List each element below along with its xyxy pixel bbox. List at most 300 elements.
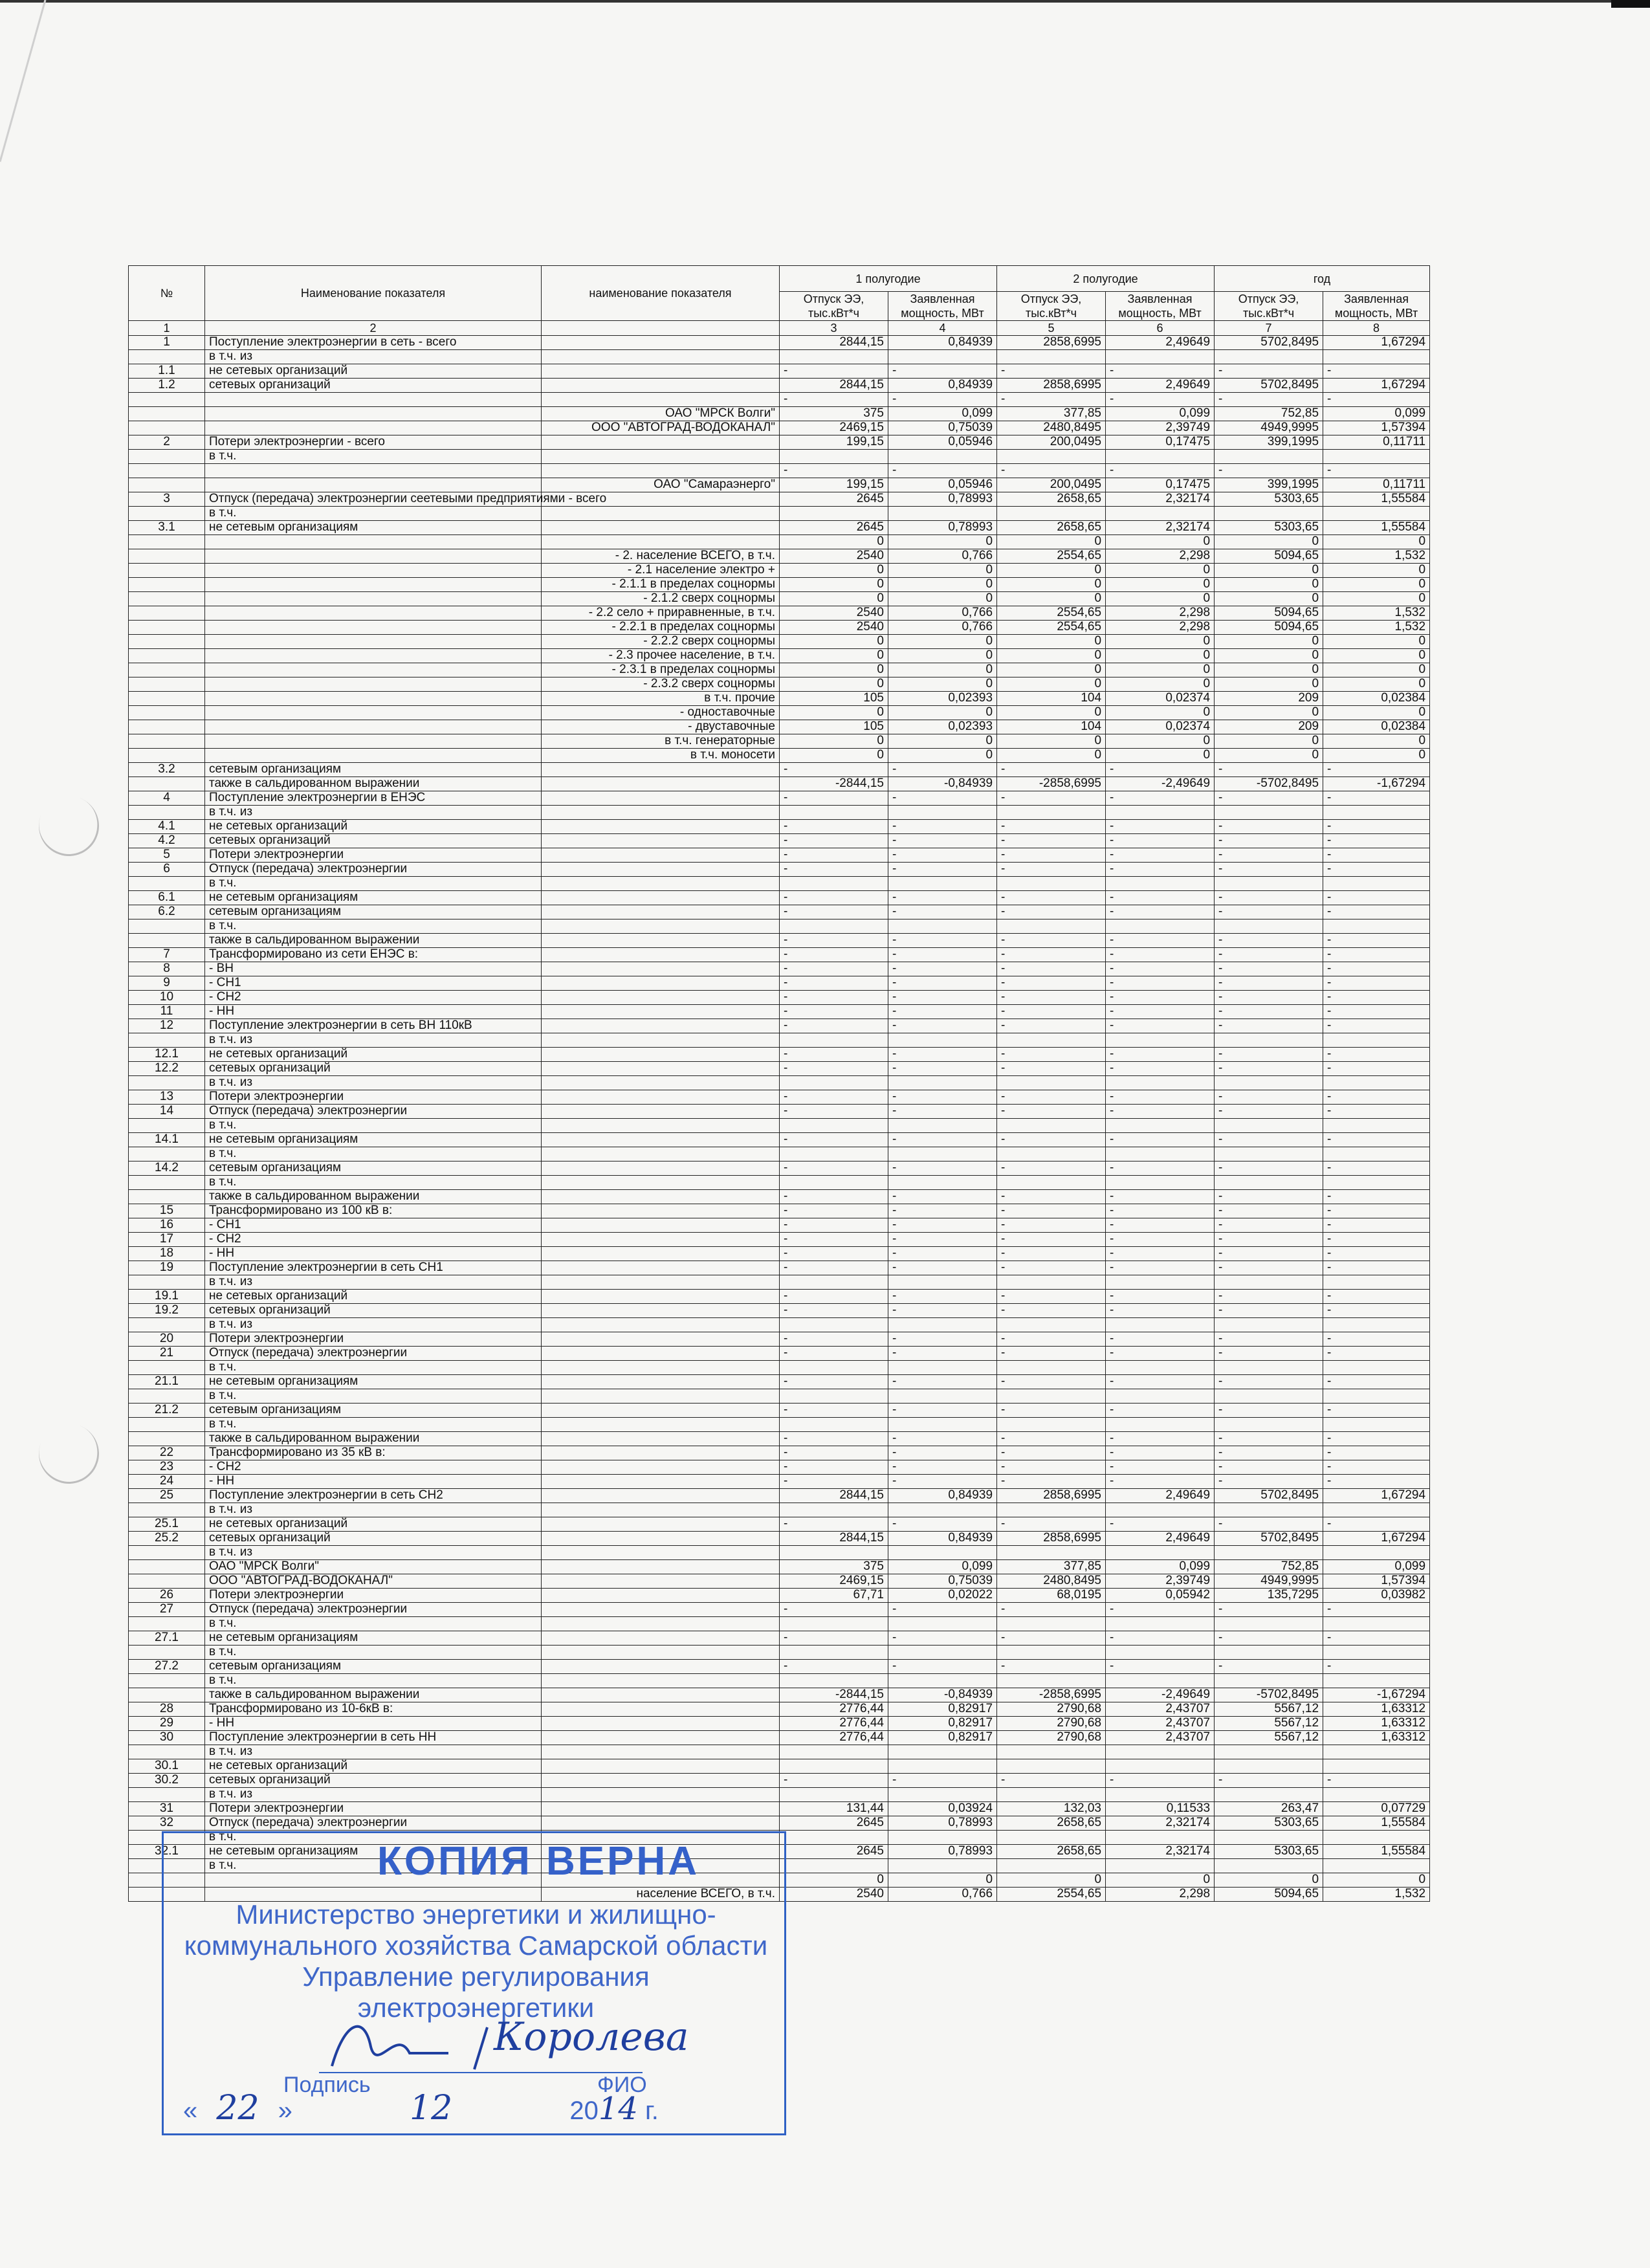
value-cell: -: [888, 1475, 997, 1489]
value-cell: [888, 507, 997, 521]
indicator-subname: [542, 1745, 780, 1759]
value-cell: 0: [780, 578, 888, 592]
value-cell: [1106, 1831, 1215, 1845]
value-cell: [1106, 1389, 1215, 1404]
value-cell: 0: [780, 663, 888, 677]
value-cell: [780, 1674, 888, 1688]
value-cell: -: [1215, 464, 1323, 478]
indicator-subname: - 2.3.1 в пределах соцнормы: [542, 663, 780, 677]
value-cell: 199,15: [780, 435, 888, 450]
indicator-subname: [542, 350, 780, 364]
indicator-subname: [542, 891, 780, 905]
value-cell: [780, 1788, 888, 1802]
row-number: 1.2: [129, 379, 205, 393]
value-cell: -: [1106, 891, 1215, 905]
row-number: 14.1: [129, 1133, 205, 1147]
indicator-name: не сетевых организаций: [205, 364, 542, 379]
value-cell: -: [1106, 1432, 1215, 1446]
value-cell: -: [1106, 393, 1215, 407]
value-cell: -: [1323, 1460, 1430, 1475]
indicator-name: сетевых организаций: [205, 1774, 542, 1788]
value-cell: 0: [1215, 749, 1323, 763]
value-cell: -: [780, 1475, 888, 1489]
indicator-subname: [542, 1204, 780, 1218]
value-cell: 0,11533: [1106, 1802, 1215, 1816]
value-cell: -: [1106, 863, 1215, 877]
indicator-subname: [542, 1574, 780, 1589]
value-cell: -: [997, 1133, 1106, 1147]
value-cell: 2645: [780, 1816, 888, 1831]
value-cell: [1323, 507, 1430, 521]
row-number: 19.1: [129, 1290, 205, 1304]
value-cell: [1215, 1674, 1323, 1688]
value-cell: -: [1106, 1162, 1215, 1176]
column-number: 5: [997, 321, 1106, 336]
value-cell: 375: [780, 407, 888, 421]
value-cell: [997, 1176, 1106, 1190]
value-cell: -: [780, 991, 888, 1005]
value-cell: [1215, 1859, 1323, 1873]
value-cell: 0,02374: [1106, 692, 1215, 706]
value-cell: 0,84939: [888, 379, 997, 393]
value-cell: -2844,15: [780, 777, 888, 791]
indicator-name: сетевых организаций: [205, 1062, 542, 1076]
value-cell: [1323, 1788, 1430, 1802]
value-cell: -: [888, 1133, 997, 1147]
row-number: 19.2: [129, 1304, 205, 1318]
row-number: 26: [129, 1589, 205, 1603]
row-number: 7: [129, 948, 205, 962]
value-cell: [1323, 1033, 1430, 1048]
value-cell: [997, 1831, 1106, 1845]
value-cell: 0: [997, 1873, 1106, 1888]
value-cell: 0: [780, 749, 888, 763]
punch-hole-mark: [30, 1415, 107, 1492]
value-cell: 0: [1323, 734, 1430, 749]
indicator-name: Потери электроэнергии: [205, 1589, 542, 1603]
value-cell: -: [1215, 948, 1323, 962]
row-number: [129, 1076, 205, 1090]
indicator-subname: [542, 1560, 780, 1574]
value-cell: [997, 1617, 1106, 1631]
value-cell: [997, 1318, 1106, 1332]
value-cell: -: [1323, 1218, 1430, 1233]
value-cell: [1215, 1788, 1323, 1802]
value-cell: [1215, 877, 1323, 891]
value-cell: -: [1106, 905, 1215, 919]
value-cell: 2,49649: [1106, 379, 1215, 393]
indicator-name: не сетевых организаций: [205, 1290, 542, 1304]
value-cell: -: [1215, 962, 1323, 976]
value-cell: [1106, 1859, 1215, 1873]
stamp-title: КОПИЯ ВЕРНА: [377, 1839, 700, 1884]
value-cell: 0,75039: [888, 1574, 997, 1589]
value-cell: -: [1323, 1404, 1430, 1418]
value-cell: -: [888, 948, 997, 962]
value-cell: -: [780, 464, 888, 478]
value-cell: -0,84939: [888, 1688, 997, 1702]
row-number: 30.1: [129, 1759, 205, 1774]
table-row: [129, 1774, 1430, 1788]
row-number: [129, 692, 205, 706]
value-cell: 5094,65: [1215, 1888, 1323, 1902]
value-cell: 67,71: [780, 1589, 888, 1603]
table-row: [129, 877, 1430, 891]
value-cell: [780, 1859, 888, 1873]
indicator-name: в т.ч. из: [205, 1503, 542, 1517]
value-cell: 0,82917: [888, 1731, 997, 1745]
indicator-name: Отпуск (передача) электроэнергии: [205, 1105, 542, 1119]
column-number: 8: [1323, 321, 1430, 336]
indicator-subname: [542, 1347, 780, 1361]
value-cell: 2554,65: [997, 621, 1106, 635]
indicator-name: - НН: [205, 1717, 542, 1731]
value-cell: [780, 1831, 888, 1845]
table-row: [129, 1802, 1430, 1816]
value-cell: [1323, 1831, 1430, 1845]
value-cell: 5094,65: [1215, 549, 1323, 564]
row-number: 19: [129, 1261, 205, 1275]
value-cell: -5702,8495: [1215, 1688, 1323, 1702]
value-cell: -: [888, 962, 997, 976]
value-cell: 2844,15: [780, 336, 888, 350]
value-cell: [1215, 919, 1323, 934]
value-cell: -: [1323, 1774, 1430, 1788]
value-cell: 0: [1215, 734, 1323, 749]
value-cell: -: [1323, 1347, 1430, 1361]
indicator-name: Отпуск (передача) электроэнергии: [205, 863, 542, 877]
value-cell: 2469,15: [780, 421, 888, 435]
value-cell: -: [997, 1774, 1106, 1788]
punch-hole-mark: [30, 787, 107, 864]
value-cell: -: [1323, 1247, 1430, 1261]
table-row: [129, 1717, 1430, 1731]
table-row: [129, 393, 1430, 407]
row-number: 9: [129, 976, 205, 991]
value-cell: -: [1106, 791, 1215, 806]
value-cell: [1106, 450, 1215, 464]
indicator-subname: [542, 919, 780, 934]
indicator-name: не сетевым организациям: [205, 521, 542, 535]
table-row: [129, 777, 1430, 791]
indicator-name: - СН1: [205, 976, 542, 991]
value-cell: [1323, 450, 1430, 464]
value-cell: -: [997, 1375, 1106, 1389]
value-cell: 1,55584: [1323, 1816, 1430, 1831]
value-cell: [1106, 1033, 1215, 1048]
table-row: [129, 1418, 1430, 1432]
value-cell: -: [1215, 791, 1323, 806]
value-cell: 0: [888, 535, 997, 549]
table-row: [129, 1731, 1430, 1745]
value-cell: -: [1106, 1090, 1215, 1105]
indicator-subname: [542, 1133, 780, 1147]
value-cell: -2858,6995: [997, 1688, 1106, 1702]
row-number: 29: [129, 1717, 205, 1731]
value-cell: -: [1323, 1090, 1430, 1105]
value-cell: -: [1323, 1062, 1430, 1076]
value-cell: 0,78993: [888, 1816, 997, 1831]
value-cell: [1106, 1119, 1215, 1133]
value-cell: 104: [997, 692, 1106, 706]
row-number: [129, 934, 205, 948]
value-cell: 1,55584: [1323, 492, 1430, 507]
indicator-subname: [542, 1702, 780, 1717]
value-cell: [780, 1147, 888, 1162]
indicator-subname: [542, 1759, 780, 1774]
value-cell: -: [780, 1090, 888, 1105]
value-cell: [780, 806, 888, 820]
value-cell: [888, 1546, 997, 1560]
value-cell: 2858,6995: [997, 336, 1106, 350]
indicator-subname: [542, 1788, 780, 1802]
value-cell: 104: [997, 720, 1106, 734]
value-cell: 0,17475: [1106, 435, 1215, 450]
value-cell: 2,43707: [1106, 1717, 1215, 1731]
value-cell: [888, 350, 997, 364]
value-cell: -: [1106, 1105, 1215, 1119]
indicator-subname: [542, 1660, 780, 1674]
value-cell: 2,32174: [1106, 1816, 1215, 1831]
value-cell: -2844,15: [780, 1688, 888, 1702]
value-cell: [997, 1119, 1106, 1133]
indicator-subname: - 2.2.2 сверх соцнормы: [542, 635, 780, 649]
value-cell: -: [1323, 1304, 1430, 1318]
value-cell: -: [780, 1218, 888, 1233]
header-period-2: 2 полугодие: [997, 266, 1215, 292]
row-number: 13: [129, 1090, 205, 1105]
value-cell: [1215, 806, 1323, 820]
value-cell: 5094,65: [1215, 606, 1323, 621]
value-cell: 0: [1323, 706, 1430, 720]
indicator-name: в т.ч.: [205, 1418, 542, 1432]
value-cell: [1323, 350, 1430, 364]
date-close-quote: »: [278, 2097, 292, 2125]
value-cell: 2,49649: [1106, 1489, 1215, 1503]
value-cell: -: [1106, 991, 1215, 1005]
value-cell: -: [1106, 1304, 1215, 1318]
indicator-name: [205, 464, 542, 478]
value-cell: [888, 1119, 997, 1133]
value-cell: -: [1106, 948, 1215, 962]
value-cell: -: [780, 393, 888, 407]
signature-caption: Подпись: [283, 2073, 371, 2097]
value-cell: 2858,6995: [997, 1532, 1106, 1546]
table-row: [129, 1631, 1430, 1646]
header-period-year: год: [1215, 266, 1430, 292]
row-number: [129, 350, 205, 364]
value-cell: -: [1215, 820, 1323, 834]
value-cell: -: [1323, 1133, 1430, 1147]
table-row: [129, 1147, 1430, 1162]
table-row: [129, 663, 1430, 677]
row-number: 27: [129, 1603, 205, 1617]
value-cell: 0: [1106, 677, 1215, 692]
row-number: [129, 1361, 205, 1375]
value-cell: [997, 350, 1106, 364]
value-cell: [888, 1617, 997, 1631]
table-row: [129, 592, 1430, 606]
value-cell: [780, 1745, 888, 1759]
value-cell: [780, 350, 888, 364]
indicator-name: [205, 677, 542, 692]
value-cell: 0: [1106, 706, 1215, 720]
value-cell: 0,03924: [888, 1802, 997, 1816]
indicator-name: в т.ч.: [205, 507, 542, 521]
value-cell: -: [1215, 848, 1323, 863]
value-cell: -: [780, 1190, 888, 1204]
value-cell: [1323, 1418, 1430, 1432]
value-cell: -: [997, 820, 1106, 834]
column-number: 4: [888, 321, 997, 336]
row-number: 31: [129, 1802, 205, 1816]
value-cell: -: [1323, 976, 1430, 991]
value-cell: -: [1106, 1631, 1215, 1646]
value-cell: [1215, 1033, 1323, 1048]
value-cell: -: [888, 1631, 997, 1646]
value-cell: 0: [1215, 635, 1323, 649]
value-cell: -: [888, 1432, 997, 1446]
value-cell: -: [888, 1162, 997, 1176]
table-row: [129, 635, 1430, 649]
name-caption: ФИО: [597, 2073, 647, 2097]
indicator-name: [205, 592, 542, 606]
indicator-subname: [542, 962, 780, 976]
value-cell: -: [888, 1218, 997, 1233]
value-cell: 0,099: [1323, 407, 1430, 421]
indicator-name: в т.ч. из: [205, 806, 542, 820]
table-row: [129, 891, 1430, 905]
row-number: [129, 1674, 205, 1688]
value-cell: -: [997, 863, 1106, 877]
indicator-subname: [542, 1304, 780, 1318]
indicator-name: [205, 578, 542, 592]
indicator-subname: - 2.2 село + приравненные, в т.ч.: [542, 606, 780, 621]
value-cell: -: [1323, 1204, 1430, 1218]
indicator-subname: в т.ч. моносети: [542, 749, 780, 763]
indicator-subname: [542, 848, 780, 863]
row-number: [129, 407, 205, 421]
indicator-name: сетевым организациям: [205, 1404, 542, 1418]
value-cell: -: [997, 1290, 1106, 1304]
indicator-name: [205, 549, 542, 564]
indicator-subname: в т.ч. генераторные: [542, 734, 780, 749]
indicator-name: Отпуск (передача) электроэнергии сеетевыми предприятиями - всего: [205, 492, 542, 507]
value-cell: 0: [1215, 578, 1323, 592]
value-cell: 0: [1323, 663, 1430, 677]
table-row: [129, 1204, 1430, 1218]
value-cell: [888, 1831, 997, 1845]
row-number: [129, 1560, 205, 1574]
indicator-name: сетевым организациям: [205, 1660, 542, 1674]
indicator-name: [205, 478, 542, 492]
table-row: [129, 1432, 1430, 1446]
table-row: [129, 1745, 1430, 1759]
value-cell: [888, 1788, 997, 1802]
value-cell: 68,0195: [997, 1589, 1106, 1603]
value-cell: 0: [1106, 1873, 1215, 1888]
value-cell: 105: [780, 720, 888, 734]
value-cell: 0: [997, 706, 1106, 720]
stamp-date: [183, 2089, 659, 2128]
value-cell: -: [1106, 834, 1215, 848]
value-cell: -: [780, 1603, 888, 1617]
value-cell: -: [1215, 1247, 1323, 1261]
value-cell: 0,02384: [1323, 692, 1430, 706]
indicator-subname: [542, 379, 780, 393]
value-cell: -: [1106, 1446, 1215, 1460]
value-cell: 0: [1106, 734, 1215, 749]
row-number: 28: [129, 1702, 205, 1717]
row-number: [129, 578, 205, 592]
value-cell: -: [997, 1062, 1106, 1076]
header-number: №: [129, 266, 205, 321]
table-row: [129, 1304, 1430, 1318]
value-cell: 2645: [780, 1845, 888, 1859]
value-cell: [997, 919, 1106, 934]
indicator-subname: [542, 1176, 780, 1190]
value-cell: 2,43707: [1106, 1702, 1215, 1717]
value-cell: 0: [1323, 578, 1430, 592]
value-cell: 0: [780, 635, 888, 649]
value-cell: [888, 1076, 997, 1090]
indicator-subname: [542, 450, 780, 464]
table-row: [129, 1332, 1430, 1347]
value-cell: 0,11711: [1323, 435, 1430, 450]
scan-top-edge: [0, 0, 1650, 3]
date-year-prefix: 20: [569, 2097, 599, 2125]
value-cell: 0: [1215, 1873, 1323, 1888]
value-cell: 2,32174: [1106, 492, 1215, 507]
indicator-subname: - 2.1 население электро +: [542, 564, 780, 578]
value-cell: -: [1215, 1475, 1323, 1489]
value-cell: -: [888, 834, 997, 848]
indicator-subname: [542, 1005, 780, 1019]
value-cell: -: [1323, 1332, 1430, 1347]
table-row: [129, 1019, 1430, 1033]
value-cell: -: [997, 1517, 1106, 1532]
value-cell: -: [780, 1332, 888, 1347]
table-row: [129, 863, 1430, 877]
indicator-name: не сетевым организациям: [205, 1631, 542, 1646]
value-cell: -: [1323, 1475, 1430, 1489]
value-cell: 0,099: [888, 1560, 997, 1574]
value-cell: -: [1323, 1105, 1430, 1119]
row-number: [129, 564, 205, 578]
value-cell: -: [1106, 1133, 1215, 1147]
value-cell: [997, 1546, 1106, 1560]
row-number: [129, 1318, 205, 1332]
date-month: 12: [410, 2089, 453, 2128]
value-cell: 0: [1106, 663, 1215, 677]
value-cell: 0,75039: [888, 421, 997, 435]
value-cell: -: [1215, 1631, 1323, 1646]
value-cell: 5303,65: [1215, 521, 1323, 535]
value-cell: 1,532: [1323, 606, 1430, 621]
value-cell: [1106, 1546, 1215, 1560]
value-cell: [1106, 1418, 1215, 1432]
row-number: [129, 606, 205, 621]
indicator-subname: [542, 1119, 780, 1133]
value-cell: 0: [997, 578, 1106, 592]
indicator-subname: [542, 1688, 780, 1702]
value-cell: [997, 1033, 1106, 1048]
value-cell: -: [780, 1375, 888, 1389]
value-cell: -: [1323, 834, 1430, 848]
indicator-name: [205, 663, 542, 677]
value-cell: [780, 1759, 888, 1774]
value-cell: -: [780, 1460, 888, 1475]
